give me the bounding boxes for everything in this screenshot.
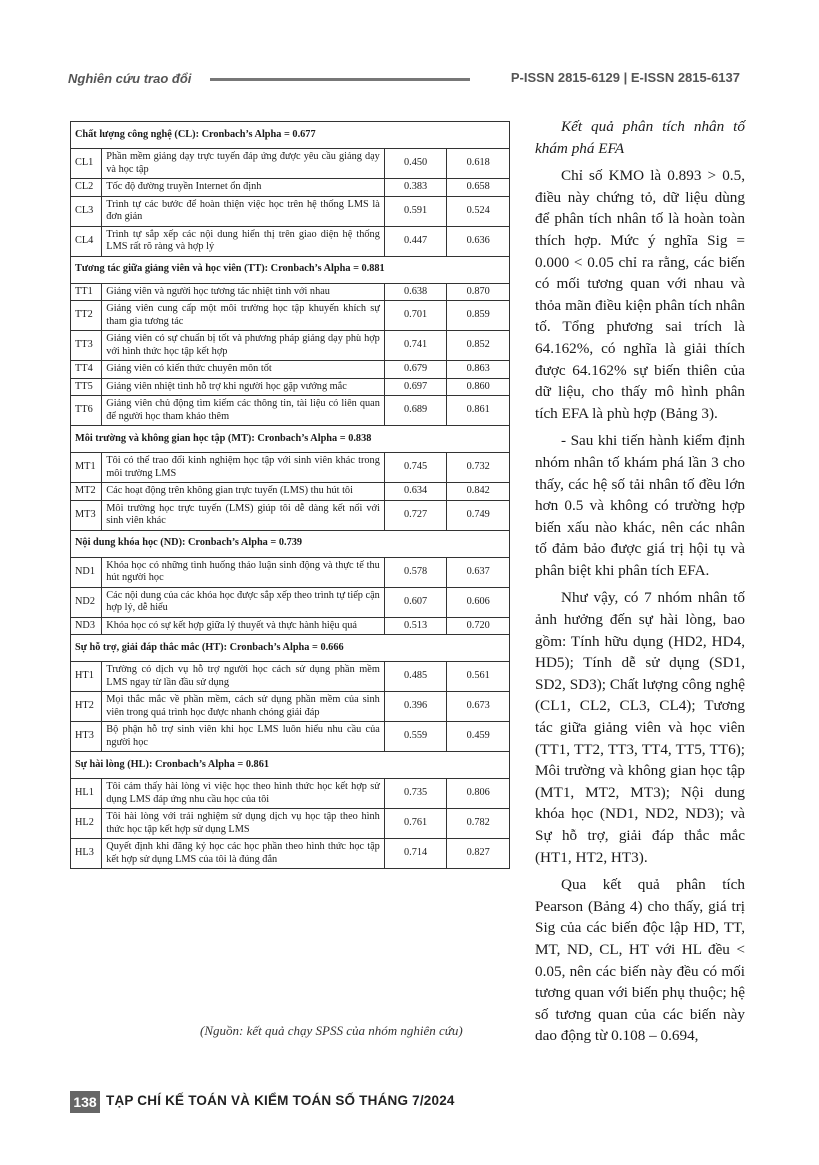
corrected-item-total: 0.679: [384, 361, 447, 379]
section-name: Nghiên cứu trao đổi: [68, 71, 192, 86]
group-title: Nội dung khóa học (ND): Cronbach’s Alpha = 0.739: [71, 530, 510, 557]
item-text: Tôi có thể trao đổi kinh nghiệm học tập với sinh viên khác trong môi trường LMS: [102, 453, 385, 483]
corrected-item-total: 0.741: [384, 331, 447, 361]
table-row: [71, 361, 510, 379]
corrected-item-total: 0.714: [384, 839, 447, 869]
corrected-item-total: 0.607: [384, 587, 447, 617]
alpha-if-deleted: 0.827: [447, 839, 510, 869]
table-row: [71, 587, 510, 617]
group-title: Sự hỗ trợ, giải đáp thắc mắc (HT): Cronbach’s Alpha = 0.666: [71, 635, 510, 662]
table-row: [71, 396, 510, 426]
corrected-item-total: 0.697: [384, 378, 447, 396]
alpha-if-deleted: 0.860: [447, 378, 510, 396]
corrected-item-total: 0.745: [384, 453, 447, 483]
corrected-item-total: 0.559: [384, 722, 447, 752]
corrected-item-total: 0.638: [384, 283, 447, 301]
alpha-if-deleted: 0.749: [447, 500, 510, 530]
reliability-table-wrap: [70, 121, 510, 869]
table-row: [71, 283, 510, 301]
table-row: [71, 483, 510, 501]
item-code: MT3: [71, 500, 102, 530]
item-code: TT2: [71, 301, 102, 331]
item-text: Tôi hài lòng với trải nghiệm sử dụng dịch vụ học tập theo hình thức học tập kết hợp sử dụng LMS: [102, 809, 385, 839]
alpha-if-deleted: 0.870: [447, 283, 510, 301]
alpha-if-deleted: 0.720: [447, 617, 510, 635]
table-row: [71, 301, 510, 331]
item-text: Khóa học có sự kết hợp giữa lý thuyết và thực hành hiệu quả: [102, 617, 385, 635]
alpha-if-deleted: 0.732: [447, 453, 510, 483]
item-code: HL3: [71, 839, 102, 869]
table-row: [71, 809, 510, 839]
corrected-item-total: 0.383: [384, 179, 447, 197]
item-code: ND3: [71, 617, 102, 635]
paragraph-factor-loading: - Sau khi tiến hành kiểm định nhóm nhân tố khám phá lần 3 cho thấy, các hệ số tải nhân tố đều lớn hơn 0.5 và không có trường hợp biến xấu nào khác, nên các nhân tố đảm bảo được giá trị hội tụ và phân biệt khi phân tích EFA.: [535, 432, 745, 579]
corrected-item-total: 0.447: [384, 226, 447, 256]
corrected-item-total: 0.513: [384, 617, 447, 635]
item-code: TT4: [71, 361, 102, 379]
item-code: HT2: [71, 692, 102, 722]
alpha-if-deleted: 0.859: [447, 301, 510, 331]
alpha-if-deleted: 0.636: [447, 226, 510, 256]
alpha-if-deleted: 0.561: [447, 662, 510, 692]
table-row: [71, 722, 510, 752]
table-row: [71, 378, 510, 396]
item-code: HT3: [71, 722, 102, 752]
item-code: MT2: [71, 483, 102, 501]
item-code: HL1: [71, 779, 102, 809]
corrected-item-total: 0.727: [384, 500, 447, 530]
alpha-if-deleted: 0.852: [447, 331, 510, 361]
table-row: [71, 500, 510, 530]
alpha-if-deleted: 0.863: [447, 361, 510, 379]
page-number: 138: [70, 1091, 100, 1113]
item-text: Quyết định khi đăng ký học các học phần theo hình thức học tập kết hợp sử dụng LMS của tôi là đúng đắn: [102, 839, 385, 869]
item-text: Mọi thắc mắc về phần mềm, cách sử dụng phần mềm của sinh viên trong quá trình học được nhanh chóng giải đáp: [102, 692, 385, 722]
table-row: [71, 839, 510, 869]
item-text: Giảng viên cung cấp một môi trường học tập khuyến khích sự tham gia tương tác: [102, 301, 385, 331]
alpha-if-deleted: 0.842: [447, 483, 510, 501]
reliability-table: [70, 121, 510, 869]
item-code: ND1: [71, 557, 102, 587]
corrected-item-total: 0.578: [384, 557, 447, 587]
item-text: Trường có dịch vụ hỗ trợ người học cách sử dụng phần mềm LMS ngay từ lần đầu sử dụng: [102, 662, 385, 692]
table-row: [71, 196, 510, 226]
item-code: MT1: [71, 453, 102, 483]
item-code: CL1: [71, 149, 102, 179]
table-row: [71, 557, 510, 587]
group-header-row: [71, 256, 510, 283]
table-row: [71, 149, 510, 179]
item-text: Tôi cảm thấy hài lòng vì việc học theo hình thức học kết hợp sử dụng LMS đáp ứng nhu cầu học của tôi: [102, 779, 385, 809]
item-text: Trình tự các bước để hoàn thiện việc học trên hệ thống LMS là đơn giản: [102, 196, 385, 226]
table-source-note: (Nguồn: kết quả chạy SPSS của nhóm nghiên cứu): [200, 1023, 463, 1038]
paragraph-factor-groups: Như vậy, có 7 nhóm nhân tố ảnh hưởng đến sự hài lòng, bao gồm: Tính hữu dụng (HD2, HD4, HD5); Tính dễ sử dụng (SD1, SD2, SD3); Chất lượng công nghệ (CL1, CL2, CL3, CL4); Tương tác giữa giảng viên và học viên (TT1, TT2, TT3, TT4, TT5, TT6); Môi trường và không gian học tập (MT1, MT2, MT3); Nội dung khóa học (ND1, ND2, ND3); và Sự hỗ trợ, giải đáp thắc mắc (HT1, HT2, HT3).: [535, 589, 745, 866]
item-text: Môi trường học trực tuyến (LMS) giúp tôi dễ dàng kết nối với sinh viên khác: [102, 500, 385, 530]
item-text: Bộ phận hỗ trợ sinh viên khi học LMS luôn hiểu nhu cầu của người học: [102, 722, 385, 752]
alpha-if-deleted: 0.637: [447, 557, 510, 587]
item-text: Các nội dung của các khóa học được sắp xếp theo trình tự tiếp cận hợp lý, dễ hiểu: [102, 587, 385, 617]
item-code: TT3: [71, 331, 102, 361]
paragraph-pearson: Qua kết quả phân tích Pearson (Bảng 4) cho thấy, giá trị Sig của các biến độc lập HD, TT, MT, ND, CL, HT với HL đều < 0.05, nên các biến này đều có mối tương quan với biến phụ thuộc; hệ số tương quan của các biến này dao động từ 0.108 – 0.694,: [535, 876, 745, 1045]
item-code: CL3: [71, 196, 102, 226]
item-text: Giảng viên và người học tương tác nhiệt tình với nhau: [102, 283, 385, 301]
item-text: Giảng viên có kiến thức chuyên môn tốt: [102, 361, 385, 379]
alpha-if-deleted: 0.459: [447, 722, 510, 752]
item-code: HT1: [71, 662, 102, 692]
subheading: Kết quả phân tích nhân tố khám phá EFA: [535, 118, 745, 157]
table-row: [71, 331, 510, 361]
alpha-if-deleted: 0.782: [447, 809, 510, 839]
group-header-row: [71, 122, 510, 149]
alpha-if-deleted: 0.606: [447, 587, 510, 617]
item-text: Giảng viên nhiệt tình hỗ trợ khi người học gặp vướng mắc: [102, 378, 385, 396]
corrected-item-total: 0.701: [384, 301, 447, 331]
group-header-row: [71, 426, 510, 453]
item-text: Giảng viên chủ động tìm kiếm các thông tin, tài liệu có liên quan để người học tham khảo thêm: [102, 396, 385, 426]
journal-title: TẠP CHÍ KẾ TOÁN VÀ KIỂM TOÁN SỐ THÁNG 7/2024: [106, 1093, 455, 1108]
corrected-item-total: 0.735: [384, 779, 447, 809]
header-rule: [210, 78, 470, 81]
item-code: CL2: [71, 179, 102, 197]
table-row: [71, 779, 510, 809]
item-text: Giảng viên có sự chuẩn bị tốt và phương pháp giảng dạy phù hợp với hình thức học tập kết hợp: [102, 331, 385, 361]
corrected-item-total: 0.689: [384, 396, 447, 426]
corrected-item-total: 0.761: [384, 809, 447, 839]
group-header-row: [71, 752, 510, 779]
group-title: Sự hài lòng (HL): Cronbach’s Alpha = 0.861: [71, 752, 510, 779]
group-header-row: [71, 530, 510, 557]
item-code: CL4: [71, 226, 102, 256]
alpha-if-deleted: 0.806: [447, 779, 510, 809]
alpha-if-deleted: 0.673: [447, 692, 510, 722]
group-title: Môi trường và không gian học tập (MT): Cronbach’s Alpha = 0.838: [71, 426, 510, 453]
group-title: Chất lượng công nghệ (CL): Cronbach’s Alpha = 0.677: [71, 122, 510, 149]
item-text: Khóa học có những tình huống thảo luận sinh động và thực tế thu hút người học: [102, 557, 385, 587]
group-header-row: [71, 635, 510, 662]
item-code: TT1: [71, 283, 102, 301]
alpha-if-deleted: 0.618: [447, 149, 510, 179]
table-row: [71, 662, 510, 692]
corrected-item-total: 0.634: [384, 483, 447, 501]
issn-label: P-ISSN 2815-6129 | E-ISSN 2815-6137: [510, 70, 740, 85]
item-code: ND2: [71, 587, 102, 617]
corrected-item-total: 0.396: [384, 692, 447, 722]
item-code: TT5: [71, 378, 102, 396]
item-text: Phần mềm giảng dạy trực tuyến đáp ứng được yêu cầu giảng dạy và học tập: [102, 149, 385, 179]
item-text: Tốc độ đường truyền Internet ổn định: [102, 179, 385, 197]
item-code: TT6: [71, 396, 102, 426]
table-row: [71, 692, 510, 722]
text-column: [535, 116, 745, 1047]
corrected-item-total: 0.485: [384, 662, 447, 692]
alpha-if-deleted: 0.861: [447, 396, 510, 426]
item-text: Trình tự sắp xếp các nội dung hiển thị trên giao diện hệ thống LMS rất rõ ràng và hợp lý: [102, 226, 385, 256]
group-title: Tương tác giữa giảng viên và học viên (TT): Cronbach’s Alpha = 0.881: [71, 256, 510, 283]
alpha-if-deleted: 0.524: [447, 196, 510, 226]
table-row: [71, 226, 510, 256]
corrected-item-total: 0.450: [384, 149, 447, 179]
paragraph-kmo: Chỉ số KMO là 0.893 > 0.5, điều này chứng tỏ, dữ liệu dùng để phân tích nhân tố là hoàn toàn thích hợp. Mức ý nghĩa Sig = 0.000 < 0.05 chỉ ra rằng, các biến có mối tương quan với nhau và thỏa mãn điều kiện phân tích nhân tố. Tổng phương sai trích là 64.162%, có nghĩa là giải thích được 64.162% sự biến thiên của dữ liệu, cho thấy mô hình phân tích EFA là phù hợp (Bảng 3).: [535, 167, 745, 422]
table-row: [71, 617, 510, 635]
alpha-if-deleted: 0.658: [447, 179, 510, 197]
item-text: Các hoạt động trên không gian trực tuyến (LMS) thu hút tôi: [102, 483, 385, 501]
item-code: HL2: [71, 809, 102, 839]
corrected-item-total: 0.591: [384, 196, 447, 226]
table-row: [71, 453, 510, 483]
table-row: [71, 179, 510, 197]
